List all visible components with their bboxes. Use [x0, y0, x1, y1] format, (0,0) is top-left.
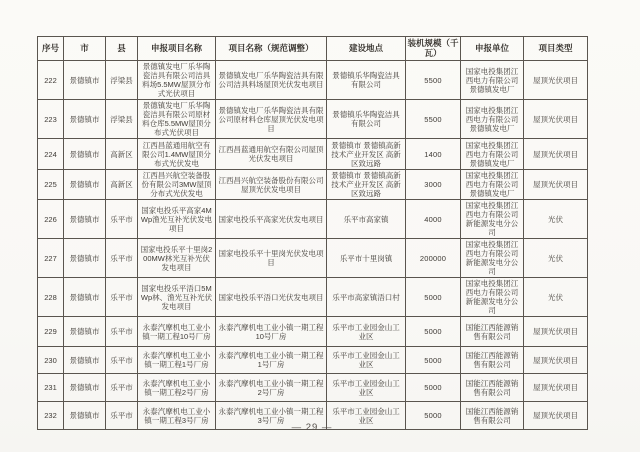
cell-type: 光伏 [524, 200, 588, 239]
column-header-capacity: 装机规模（千瓦） [406, 37, 461, 61]
cell-city: 景德镇市 [64, 402, 106, 430]
cell-county: 乐平市 [106, 374, 138, 402]
cell-type: 屋顶光伏项目 [524, 402, 588, 430]
cell-location: 乐平市十里岗镇 [327, 239, 406, 278]
cell-type: 屋顶光伏项目 [524, 347, 588, 374]
cell-city: 景德镇市 [64, 200, 106, 239]
cell-type: 光伏 [524, 239, 588, 278]
cell-unit: 国家电投集团江西电力有限公司新能源发电分公司 [461, 200, 524, 239]
table-row [38, 374, 588, 402]
cell-county: 乐平市 [106, 347, 138, 374]
table-row [38, 139, 588, 170]
cell-unit: 国家电投集团江西电力有限公司景德镇发电厂 [461, 170, 524, 200]
cell-declared-name: 永泰汽摩机电工业小镇一期工程2号厂房 [138, 374, 216, 402]
cell-type: 屋顶光伏项目 [524, 139, 588, 170]
cell-capacity: 1400 [406, 139, 461, 170]
column-header-type: 项目类型 [524, 37, 588, 61]
cell-city: 景德镇市 [64, 139, 106, 170]
column-header-county: 县 [106, 37, 138, 61]
table-row [38, 317, 588, 347]
cell-adjusted-name: 国家电投乐平十里岗光伏发电项目 [216, 239, 327, 278]
cell-city: 景德镇市 [64, 61, 106, 100]
cell-location: 景德镇乐华陶瓷洁具有限公司 [327, 100, 406, 139]
table-row [38, 100, 588, 139]
cell-county: 高新区 [106, 139, 138, 170]
cell-capacity: 5000 [406, 374, 461, 402]
table-row [38, 61, 588, 100]
cell-unit: 国能江西能源销售有限公司 [461, 402, 524, 430]
cell-declared-name: 江西昌蓝通用航空有限公司1.4MW屋顶分布式光伏发电 [138, 139, 216, 170]
table-row [38, 347, 588, 374]
cell-city: 景德镇市 [64, 239, 106, 278]
cell-declared-name: 景德镇发电厂乐华陶瓷洁具有限公司原材料仓库5.5MW屋顶分布式光伏项目 [138, 100, 216, 139]
cell-city: 景德镇市 [64, 278, 106, 317]
cell-type: 屋顶光伏项目 [524, 317, 588, 347]
table-body [38, 61, 588, 430]
column-header-adjusted-name: 项目名称（规范调整） [216, 37, 327, 61]
cell-adjusted-name: 永泰汽摩机电工业小镇一期工程2号厂房 [216, 374, 327, 402]
cell-city: 景德镇市 [64, 170, 106, 200]
cell-unit: 国能江西能源销售有限公司 [461, 374, 524, 402]
table-row [38, 200, 588, 239]
cell-no: 232 [38, 402, 64, 430]
cell-declared-name: 永泰汽摩机电工业小镇一期工程3号厂房 [138, 402, 216, 430]
cell-unit: 国能江西能源销售有限公司 [461, 347, 524, 374]
cell-location: 乐平市高家镇浯口村 [327, 278, 406, 317]
cell-county: 浮梁县 [106, 61, 138, 100]
cell-no: 226 [38, 200, 64, 239]
column-header-no: 序号 [38, 37, 64, 61]
cell-declared-name: 永泰汽摩机电工业小镇一期工程1号厂房 [138, 347, 216, 374]
column-header-location: 建设地点 [327, 37, 406, 61]
cell-no: 224 [38, 139, 64, 170]
cell-no: 228 [38, 278, 64, 317]
cell-no: 229 [38, 317, 64, 347]
cell-county: 乐平市 [106, 200, 138, 239]
cell-type: 屋顶光伏项目 [524, 61, 588, 100]
cell-capacity: 5000 [406, 402, 461, 430]
cell-adjusted-name: 江西昌兴航空装备股份有限公司屋顶光伏发电项目 [216, 170, 327, 200]
cell-declared-name: 国家电投乐平高家4MWp渔光互补光伏发电项目 [138, 200, 216, 239]
cell-unit: 国家电投集团江西电力有限公司景德镇发电厂 [461, 139, 524, 170]
table-header [38, 37, 588, 61]
cell-no: 230 [38, 347, 64, 374]
cell-no: 231 [38, 374, 64, 402]
cell-adjusted-name: 景德镇发电厂乐华陶瓷洁具有限公司原材料仓库屋顶光伏发电项目 [216, 100, 327, 139]
cell-county: 乐平市 [106, 278, 138, 317]
cell-capacity: 5500 [406, 100, 461, 139]
cell-unit: 国家电投集团江西电力有限公司新能源发电分公司 [461, 278, 524, 317]
cell-type: 屋顶光伏项目 [524, 170, 588, 200]
cell-type: 光伏 [524, 278, 588, 317]
cell-adjusted-name: 国家电投乐平浯口光伏发电项目 [216, 278, 327, 317]
header-row [38, 37, 588, 61]
cell-declared-name: 国家电投乐平浯口5MWp林、渔光互补光伏发电项目 [138, 278, 216, 317]
cell-capacity: 5000 [406, 317, 461, 347]
cell-city: 景德镇市 [64, 317, 106, 347]
cell-adjusted-name: 永泰汽摩机电工业小镇一期工程3号厂房 [216, 402, 327, 430]
column-header-declared-name: 申报项目名称 [138, 37, 216, 61]
cell-location: 景德镇市 景德镇高新技术产业开发区 高新区致远路 [327, 139, 406, 170]
cell-type: 屋顶光伏项目 [524, 100, 588, 139]
cell-declared-name: 景德镇发电厂乐华陶瓷洁具有限公司洁具料场5.5MW屋顶分布式光伏项目 [138, 61, 216, 100]
cell-location: 乐平市工业园金山工业区 [327, 317, 406, 347]
cell-declared-name: 永泰汽摩机电工业小镇一期工程10号厂房 [138, 317, 216, 347]
cell-capacity: 200000 [406, 239, 461, 278]
cell-adjusted-name: 景德镇发电厂乐华陶瓷洁具有限公司洁具料场屋顶光伏发电项目 [216, 61, 327, 100]
column-header-city: 市 [64, 37, 106, 61]
cell-declared-name: 江西昌兴航空装备股份有限公司3MW屋顶分布式光伏发电 [138, 170, 216, 200]
cell-adjusted-name: 国家电投乐平高家光伏发电项目 [216, 200, 327, 239]
cell-capacity: 5000 [406, 278, 461, 317]
cell-unit: 国能江西能源销售有限公司 [461, 317, 524, 347]
cell-location: 乐平市工业园金山工业区 [327, 347, 406, 374]
cell-unit: 国家电投集团江西电力有限公司景德镇发电厂 [461, 100, 524, 139]
cell-declared-name: 国家电投乐平十里岗200MW林光互补光伏发电项目 [138, 239, 216, 278]
column-header-unit: 申报单位 [461, 37, 524, 61]
cell-no: 225 [38, 170, 64, 200]
cell-county: 浮梁县 [106, 100, 138, 139]
table-row [38, 170, 588, 200]
cell-adjusted-name: 江西昌蓝通用航空有限公司屋顶光伏发电项目 [216, 139, 327, 170]
cell-location: 景德镇市 景德镇高新技术产业开发区 高新区致远路 [327, 170, 406, 200]
cell-no: 227 [38, 239, 64, 278]
cell-location: 乐平市高家镇 [327, 200, 406, 239]
cell-adjusted-name: 永泰汽摩机电工业小镇一期工程10号厂房 [216, 317, 327, 347]
cell-location: 乐平市工业园金山工业区 [327, 402, 406, 430]
page-number: — 29 — [291, 422, 333, 433]
table-row [38, 278, 588, 317]
projects-table [37, 36, 588, 430]
cell-capacity: 4000 [406, 200, 461, 239]
cell-city: 景德镇市 [64, 347, 106, 374]
cell-unit: 国家电投集团江西电力有限公司景德镇发电厂 [461, 61, 524, 100]
cell-no: 222 [38, 61, 64, 100]
cell-county: 高新区 [106, 170, 138, 200]
cell-city: 景德镇市 [64, 100, 106, 139]
cell-city: 景德镇市 [64, 374, 106, 402]
cell-type: 屋顶光伏项目 [524, 374, 588, 402]
cell-location: 乐平市工业园金山工业区 [327, 374, 406, 402]
cell-county: 乐平市 [106, 239, 138, 278]
cell-unit: 国家电投集团江西电力有限公司新能源发电分公司 [461, 239, 524, 278]
cell-capacity: 5000 [406, 347, 461, 374]
cell-adjusted-name: 永泰汽摩机电工业小镇一期工程1号厂房 [216, 347, 327, 374]
cell-location: 景德镇乐华陶瓷洁具有限公司 [327, 61, 406, 100]
table-row [38, 239, 588, 278]
cell-county: 乐平市 [106, 402, 138, 430]
cell-county: 乐平市 [106, 317, 138, 347]
cell-no: 223 [38, 100, 64, 139]
cell-capacity: 5500 [406, 61, 461, 100]
cell-capacity: 3000 [406, 170, 461, 200]
